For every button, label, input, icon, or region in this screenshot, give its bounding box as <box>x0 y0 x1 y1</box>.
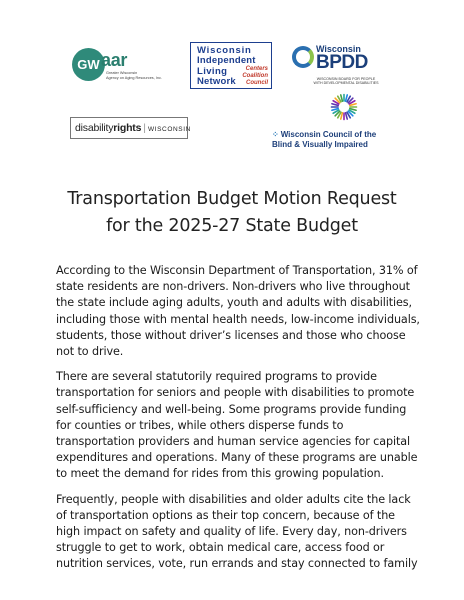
blind-line2: Blind & Visually Impaired <box>272 140 368 149</box>
drw-separator: | <box>143 122 146 134</box>
bpdd-subtitle <box>304 77 388 86</box>
paragraph-line: expenditures and operations. Many of these programs are unable <box>56 451 418 465</box>
drw-part1: disability <box>75 122 114 134</box>
paragraph-line: the state include aging adults, youth and adults with disabilities, <box>56 296 412 310</box>
wiln-line2: Independent <box>197 55 256 66</box>
gwaar-logo-mark: GW <box>72 48 105 81</box>
paragraph-line: not to drive. <box>56 345 124 359</box>
wiln-line3: Living <box>197 66 228 77</box>
drw-part2: rights <box>113 122 142 134</box>
paragraph-line: of transportation options as their top concern, because of the <box>56 508 395 522</box>
paragraph-line: Frequently, people with disabilities and older adults cite the lack <box>56 492 411 506</box>
body-paragraph <box>56 369 424 482</box>
gwaar-sub-line1: Greater Wisconsin <box>106 71 138 75</box>
paragraph-line: state residents are non-drivers. Non-drivers who live throughout <box>56 280 410 294</box>
paragraph-line: transportation for seniors and people with disabilities to promote <box>56 386 415 400</box>
title-line1: Transportation Budget Motion Request <box>67 189 397 209</box>
bpdd-state: Wisconsin <box>316 44 361 54</box>
paragraph-line: transportation providers and human service agencies for capital <box>56 435 411 449</box>
bpdd-sub-line2: WITH DEVELOPMENTAL DISABILITIES <box>313 81 379 86</box>
gwaar-sub-line2: Agency on Aging Resources, Inc. <box>106 75 162 80</box>
title-line2: for the 2025-27 State Budget <box>106 216 358 236</box>
wiln-tag1: Centers <box>245 66 268 72</box>
bpdd-acronym: BPDD <box>316 52 368 73</box>
paragraph-line: nutrition services, vote, run errands and stay connected to family <box>56 557 418 571</box>
paragraph-line: for counties or tribes, while others disperse funds to <box>56 418 344 432</box>
disability-rights-wisconsin-logo <box>70 117 191 139</box>
gwaar-logo <box>72 48 184 84</box>
wiln-tag3: Council <box>246 80 268 86</box>
paragraph-line: According to the Wisconsin Department of Transportation, 31% of <box>56 264 418 277</box>
paragraph-line: high impact on safety and quality of life. Every day, non-drivers <box>56 525 407 539</box>
wiln-line1: Wisconsin <box>197 45 252 56</box>
bpdd-sub-line1: WISCONSIN BOARD FOR PEOPLE <box>316 77 376 81</box>
blind-dot-icon: ⁘ <box>272 130 279 139</box>
wiln-line4: Network <box>197 76 236 87</box>
wiln-tag2: Coalition <box>242 73 268 79</box>
body-paragraph <box>56 492 424 573</box>
paragraph-line: including those with mental health needs, low-income individuals, <box>56 312 420 326</box>
document-body <box>56 263 424 582</box>
paragraph-line: struggle to get to work, obtain medical care, access food or <box>56 541 385 555</box>
body-paragraph <box>56 263 424 360</box>
sunburst-icon <box>330 93 358 121</box>
bpdd-logo <box>292 42 392 88</box>
gwaar-logo-word: aar <box>101 50 128 70</box>
council-of-the-blind-logo <box>272 130 422 150</box>
paragraph-line: students, those without driver’s licenses and those who choose <box>56 328 406 342</box>
bpdd-circle-icon <box>292 46 314 68</box>
wiln-logo <box>190 42 272 89</box>
paragraph-line: to meet the demand for rides from this growing population. <box>56 467 384 481</box>
gwaar-logo-subtitle <box>106 71 162 80</box>
document-title <box>0 186 464 240</box>
blind-line1: Wisconsin Council of the <box>280 130 377 139</box>
paragraph-line: There are several statutorily required programs to provide <box>56 370 377 384</box>
drw-part3: WISCONSIN <box>147 126 191 133</box>
paragraph-line: self-sufficiency and well-being. Some programs provide funding <box>56 402 407 416</box>
